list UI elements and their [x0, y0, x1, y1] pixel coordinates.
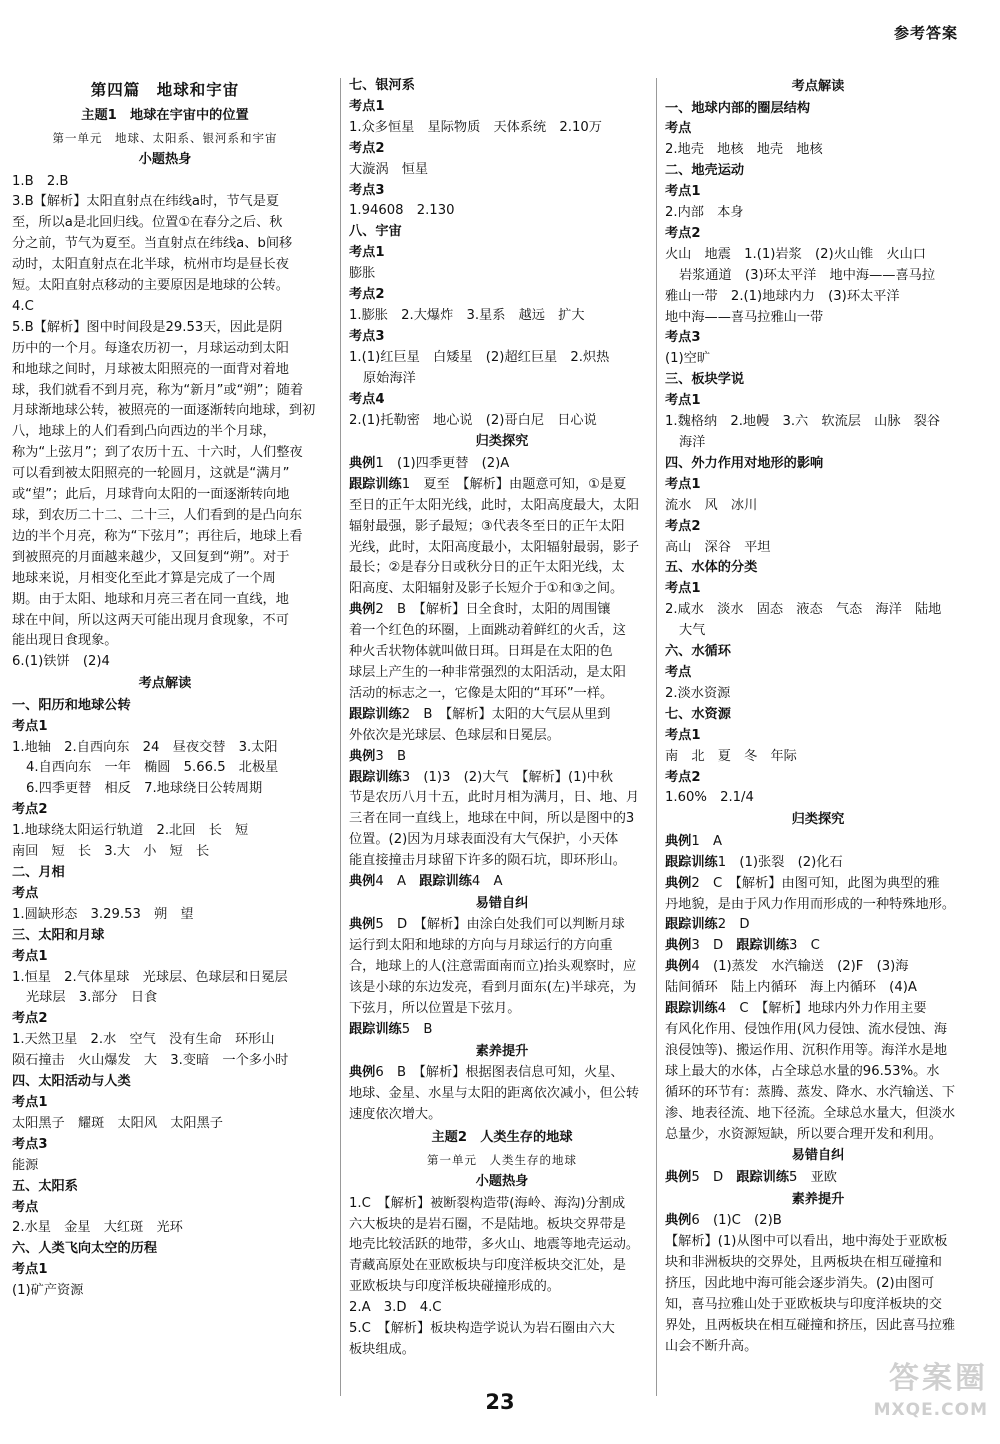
heading: 考点1: [12, 1094, 48, 1110]
answer-line: 2.咸水 淡水 固态 液态 气态 海洋 陆地: [665, 602, 942, 618]
subsection-heading: 归类探究: [475, 434, 529, 450]
heading: 考点1: [349, 245, 385, 261]
answer-line: 跟踪训练1 夏至 【解析】由题意可知，①是夏: [349, 476, 627, 492]
question-label: 跟踪训练: [736, 1169, 790, 1185]
answer-line: 下弦月，所以位置是下弦月。: [349, 1001, 521, 1017]
heading: 考点: [665, 121, 692, 137]
heading: 考点3: [349, 182, 385, 198]
answer-line-indented: 6.四季更替 相反 7.地球绕日公转周期: [26, 781, 263, 797]
heading: 考点: [12, 885, 39, 901]
answer-line: 活动的标志之一，它像是太阳的“耳环”一样。: [349, 685, 614, 701]
watermark-logo: 答案圈: [889, 1361, 988, 1396]
answer-line: 跟踪训练5 B: [349, 1021, 433, 1037]
answer-line: 典例5 D 【解析】由涂白处我们可以判断月球: [349, 917, 625, 933]
answer-line: 典例3 B: [349, 748, 406, 764]
section-title: 第四篇 地球和宇宙: [90, 81, 240, 99]
heading: 考点1: [12, 948, 48, 964]
answer-line: 雅山一带 2.(1)地球内力 (3)环太平洋: [665, 288, 900, 304]
subsection-heading: 小题热身: [138, 152, 192, 167]
heading: 二、地壳运动: [665, 163, 745, 179]
answer-line: 2.淡水资源: [665, 685, 731, 701]
answer-line: 南回 短 长 3.大 小 短 长: [12, 844, 210, 860]
answer-line: 跟踪训练4 C 【解析】地球内外力作用主要: [665, 1001, 927, 1017]
heading: 考点1: [349, 98, 385, 114]
heading: 考点1: [665, 476, 701, 492]
answer-line: 跟踪训练1 (1)张裂 (2)化石: [665, 854, 843, 870]
subsection-heading: 易错自纠: [475, 895, 529, 911]
answer-line: (1)空旷: [665, 351, 711, 367]
answer-line: 称为“上弦月”；到了农历十五、十六时，人们整夜: [12, 445, 303, 461]
answer-line: 浪侵蚀等)、搬运作用、沉积作用等。海洋水是地: [665, 1042, 948, 1058]
answer-line: 总量少，水资源短缺，所以要合理开发和利用。: [665, 1126, 942, 1142]
heading: 考点4: [349, 391, 385, 407]
heading: 一、阳历和地球公转: [12, 697, 131, 713]
answer-line: 典例6 B 【解析】根据图表信息可知，火星、: [349, 1065, 624, 1081]
answer-line: 最长；②是春分日或秋分日的正午太阳光线，太: [349, 560, 625, 576]
heading: 考点: [665, 664, 692, 680]
question-label: 跟踪训练: [665, 917, 718, 933]
answer-line: 能出现日食现象。: [12, 633, 118, 649]
answer-line: 流水 风 冰川: [665, 497, 758, 513]
answer-line: 火山 地震 1.(1)岩浆 (2)火山锥 火山口: [665, 246, 926, 262]
answer-line-indented: 大气: [679, 623, 706, 639]
answer-line-indented: 光球层 3.部分 日食: [26, 990, 158, 1006]
answer-line: 跟踪训练2 B 【解析】太阳的大气层从里到: [349, 706, 611, 722]
question-label: 典例: [349, 917, 376, 933]
question-label: 典例: [665, 833, 692, 849]
answer-line: 青藏高原处在亚欧板块与印度洋板块交汇处，是: [349, 1258, 626, 1274]
answer-line: 1.魏格纳 2.地幔 3.六 软流层 山脉 裂谷: [665, 414, 941, 430]
answer-line: 1.众多恒星 星际物质 天体系统 2.10万: [349, 119, 602, 135]
question-label: 典例: [349, 748, 376, 764]
answer-line: 1.C 【解析】被断裂构造带(海岭、海沟)分割成: [349, 1195, 626, 1211]
answer-line: 至日的正午太阳光线，此时，太阳高度最大，太阳: [349, 497, 640, 513]
answer-line: 太阳黑子 耀斑 太阳风 太阳黑子: [12, 1115, 223, 1131]
topic-title: 主题2 人类生存的地球: [431, 1130, 573, 1146]
heading: 考点: [12, 1199, 39, 1215]
answer-line: 期。由于太阳、地球和月亮三者在同一直线，地: [12, 591, 289, 607]
answer-line: 界处，且两板块在相互碰撞和挤压，因此喜马拉雅: [665, 1317, 956, 1333]
answer-line: 2.A 3.D 4.C: [349, 1300, 442, 1316]
answer-line: 陨石撞击 火山爆发 大 3.变暗 一个多小时: [12, 1053, 289, 1069]
answer-line: 跟踪训练2 D: [665, 917, 750, 933]
heading: 考点1: [12, 1262, 48, 1278]
answer-line: 能源: [12, 1157, 39, 1173]
answer-line: 球，我们就看不到月亮，称为“新月”或“朔”；随着: [12, 382, 304, 398]
heading: 五、水体的分类: [665, 560, 758, 576]
heading: 考点1: [665, 727, 701, 743]
heading: 六、水循环: [665, 644, 731, 660]
question-label: 跟踪训练: [736, 938, 790, 954]
answer-line: 合，地球上的人(注意需面南而立)抬头观察时，应: [349, 959, 637, 975]
answer-line: 南 北 夏 冬 年际: [665, 748, 797, 764]
subsection-heading: 考点解读: [138, 676, 192, 692]
subsection-heading: 小题热身: [475, 1174, 529, 1190]
subsection-heading: 考点解读: [791, 79, 845, 94]
answer-line: 1.圆缺形态 3.29.53 朔 望: [12, 906, 194, 922]
answer-line: 渗、地表径流、地下径流。全球总水量大，但淡水: [665, 1105, 956, 1121]
answer-line: 2.水星 金星 大红斑 光环: [12, 1220, 183, 1236]
answer-line: 1.(1)红巨星 白矮星 (2)超红巨星 2.炽热: [349, 349, 610, 365]
heading: 三、板块学说: [665, 372, 745, 388]
question-label: 典例: [349, 874, 376, 890]
answer-line: 有风化作用、侵蚀作用(风力侵蚀、流水侵蚀、海: [665, 1021, 948, 1037]
heading: 考点3: [665, 330, 701, 346]
answer-line: 2.(1)托勒密 地心说 (2)哥白尼 日心说: [349, 412, 597, 428]
question-label: 典例: [349, 602, 376, 618]
heading: 考点2: [349, 287, 385, 303]
heading: 考点2: [12, 802, 48, 818]
question-label: 典例: [665, 1213, 692, 1229]
question-label: 跟踪训练: [419, 874, 472, 890]
answer-line-indented: 原始海洋: [363, 370, 416, 386]
answer-line: 速度依次增大。: [349, 1107, 442, 1123]
answer-line: 动时，太阳直射点在北半球，杭州市均是昼长夜: [12, 257, 289, 273]
answer-line: 八，地球上的人们看到凸向西边的半个月球，: [12, 424, 276, 440]
answer-line: 球上最大的水体，占全球总水量的96.53%。水: [665, 1063, 940, 1079]
heading: 七、水资源: [665, 706, 731, 722]
answer-line: 和地球之间时，月球被太阳照亮的一面背对着地: [12, 361, 289, 377]
answer-line: 分之前，节气为夏至。当直射点在纬线a、b间移: [12, 236, 293, 252]
heading: 四、外力作用对地形的影响: [665, 455, 824, 471]
heading: 二、月相: [12, 865, 65, 880]
answer-line: 辐射最强，影子最短；③代表冬至日的正午太阳: [349, 518, 625, 534]
heading: 考点1: [665, 581, 701, 597]
answer-line-indented: 海洋: [679, 435, 706, 450]
column-2: [349, 76, 655, 1361]
answer-line: 3.B【解析】太阳直射点在纬线a时，节气是夏: [12, 194, 280, 210]
answer-line: 地球来说，月相变化至此才算是完成了一个周: [12, 570, 276, 586]
answer-line: 1.膨胀 2.大爆炸 3.星系 越远 扩大: [349, 307, 585, 323]
answer-line: 循环的环节有：蒸腾、蒸发、降水、水汽输送、下: [665, 1084, 956, 1100]
answer-line: 典例5 D 跟踪训练5 亚欧: [665, 1169, 837, 1185]
answer-line: 知，喜马拉雅山处于亚欧板块与印度洋板块的交: [665, 1296, 942, 1312]
watermark: [820, 1358, 988, 1436]
column-divider: [340, 78, 341, 1396]
answer-line: 跟踪训练3 (1)3 (2)大气 【解析】(1)中秋: [349, 769, 614, 785]
question-label: 跟踪训练: [665, 854, 718, 870]
question-label: 跟踪训练: [349, 769, 402, 785]
heading: 八、宇宙: [349, 224, 402, 240]
answer-line: 山会不断升高。: [665, 1338, 758, 1354]
heading: 七、银河系: [349, 78, 415, 93]
answer-line: 典例4 (1)蒸发 水汽输送 (2)F (3)海: [665, 959, 909, 975]
answer-line: 陆间循环 陆上内循环 海上内循环 (4)A: [665, 980, 917, 996]
heading: 考点3: [12, 1136, 48, 1152]
unit-title: 第一单元 地球、太阳系、银河系和宇宙: [52, 131, 278, 145]
answer-line: 挤压，因此地中海可能会逐步消失。(2)由图可: [665, 1276, 935, 1292]
answer-line: 2.内部 本身: [665, 205, 744, 221]
answer-line: 可以看到被太阳照亮的一轮圆月，这就是“满月”: [12, 466, 290, 482]
answer-line-indented: 4.自西向东 一年 椭圆 5.66.5 北极星: [26, 760, 279, 776]
question-label: 典例: [665, 1169, 692, 1185]
answer-line: 节是农历八月十五，此时月相为满月，日、地、月: [349, 790, 640, 806]
heading: 考点3: [349, 328, 385, 344]
answer-line: 光线，此时，太阳高度最小，太阳辐射最弱，影子: [349, 539, 640, 555]
answer-line: 着一个红色的环圈，上面跳动着鲜红的火舌，这: [349, 623, 626, 639]
heading: 六、人类飞向太空的历程: [12, 1241, 158, 1257]
question-label: 典例: [665, 959, 692, 975]
answer-line: 外依次是光球层、色球层和日冕层。: [349, 727, 560, 743]
answer-line: 历中的一个月。每逢农历初一，月球运动到太阳: [12, 340, 289, 356]
header-answer-label: 参考答案: [893, 24, 958, 42]
answer-line: 该是小球的东边发亮，看到月面东(左)半球亮，为: [349, 980, 637, 996]
answer-line: 6.(1)铁饼 (2)4: [12, 654, 110, 670]
answer-line: 种火舌状物体就叫做日珥。日珥是在太阳的色: [349, 644, 613, 660]
question-label: 典例: [665, 938, 692, 954]
answer-line: (1)矿产资源: [12, 1283, 84, 1299]
answer-line: 块和非洲板块的交界处，且两板块在相互碰撞和: [665, 1255, 942, 1271]
answer-line: 六大板块的是岩石圈，不是陆地。板块交界带是: [349, 1216, 626, 1232]
answer-line: 典例2 C 【解析】由图可知，此图为典型的雅: [665, 875, 940, 891]
answer-line: 板块组成。: [349, 1341, 415, 1357]
subsection-heading: 素养提升: [791, 1191, 845, 1207]
heading: 一、地球内部的圈层结构: [665, 100, 811, 116]
answer-line: 球层上产生的一种非常强烈的太阳活动，是太阳: [349, 664, 626, 680]
answer-line: 2.地壳 地核 地壳 地核: [665, 142, 823, 158]
answer-line: 1.恒星 2.气体星球 光球层、色球层和日冕层: [12, 969, 288, 985]
answer-line: 亚欧板块与印度洋板块碰撞形成的。: [349, 1279, 560, 1295]
answer-line: 地中海——喜马拉雅山一带: [665, 309, 824, 325]
answer-line: 高山 深谷 平坦: [665, 539, 771, 555]
answer-line: 典例6 (1)C (2)B: [665, 1213, 782, 1229]
question-label: 跟踪训练: [665, 1001, 718, 1017]
answer-line: 大漩涡 恒星: [349, 161, 429, 177]
heading: 三、太阳和月球: [12, 927, 105, 943]
heading: 考点2: [665, 225, 701, 241]
answer-line: 能直接撞击月球留下许多的陨石坑，即环形山。: [349, 853, 626, 869]
subsection-heading: 素养提升: [475, 1043, 529, 1059]
column-divider: [656, 78, 657, 1396]
page-number: 23: [485, 1390, 515, 1414]
answer-line-indented: 岩浆通道 (3)环太平洋 地中海——喜马拉: [679, 267, 936, 283]
answer-line: 5.B【解析】图中时间段是29.53天，因此是阴: [12, 319, 283, 335]
answer-line: 球，到农历二十二、二十三，人们看到的是凸向东: [12, 508, 303, 523]
question-label: 跟踪训练: [349, 1021, 402, 1037]
heading: 考点1: [665, 393, 701, 409]
question-label: 跟踪训练: [349, 476, 402, 492]
answer-line: 地球、金星、水星与太阳的距离依次减小，但公转: [349, 1086, 640, 1102]
heading: 四、太阳活动与人类: [12, 1074, 131, 1090]
answer-line: 月球渐地球公转，被照亮的一面逐渐转向地球，到初: [12, 403, 316, 419]
question-label: 典例: [665, 875, 692, 891]
answer-line: 或“望”；此后，月球背向太阳的一面逐渐转向地: [12, 487, 290, 503]
answer-line: 1.94608 2.130: [349, 203, 455, 219]
answer-line: 4.C: [12, 298, 34, 314]
heading: 考点1: [12, 718, 48, 734]
answer-line: 1.60% 2.1/4: [665, 790, 754, 806]
answer-line: 膨胀: [349, 266, 376, 282]
answer-line: 丹地貌，是由于风力作用而形成的一种特殊地形。: [665, 896, 956, 912]
answer-line: 到被照亮的月面越来越少，又回复到“朔”。对于: [12, 549, 290, 565]
answer-line: 典例1 (1)四季更替 (2)A: [349, 455, 510, 471]
column-3: [665, 76, 971, 1358]
answer-line: 1.天然卫星 2.水 空气 没有生命 环形山: [12, 1032, 275, 1048]
heading: 考点2: [665, 518, 701, 534]
answer-line: 典例3 D 跟踪训练3 C: [665, 938, 820, 954]
question-label: 典例: [349, 1065, 376, 1081]
answer-line: 1.B 2.B: [12, 173, 69, 189]
topic-title: 主题1 地球在宇宙中的位置: [81, 108, 249, 123]
answer-line: 1.地轴 2.自西向东 24 昼夜交替 3.太阳: [12, 739, 278, 755]
answer-line: 球在中间，所以这两天可能出现月食现象，不可: [12, 612, 289, 628]
answer-line: 典例4 A 跟踪训练4 A: [349, 874, 503, 890]
subsection-heading: 易错自纠: [791, 1148, 845, 1164]
heading: 考点1: [665, 184, 701, 200]
answer-line: 运行到太阳和地球的方向与月球运行的方向重: [349, 938, 613, 954]
question-label: 典例: [349, 455, 376, 471]
answer-line: 至，所以a是北回归线。位置①在春分之后、秋: [12, 215, 283, 231]
unit-title: 第一单元 人类生存的地球: [427, 1153, 577, 1168]
answer-line: 典例2 B 【解析】日全食时，太阳的周围镶: [349, 602, 611, 618]
answer-line: 阳高度、太阳辐射及影子长短介于①和③之间。: [349, 581, 624, 597]
answer-line: 典例1 A: [665, 833, 722, 849]
answer-line: 三者在同一直线上，地球在中间，所以是图中的3: [349, 811, 635, 827]
question-label: 跟踪训练: [349, 706, 402, 722]
answer-line: 5.C 【解析】板块构造学说认为岩石圈由六大: [349, 1321, 615, 1337]
answer-line: 边的半个月亮，称为“下弦月”；再往后，地球上看: [12, 528, 303, 544]
answer-line: 【解析】(1)从图中可以看出，地中海处于亚欧板: [665, 1234, 948, 1250]
heading: 考点2: [12, 1011, 48, 1027]
subsection-heading: 归类探究: [791, 812, 845, 828]
answer-line: 位置。(2)因为月球表面没有大气保护，小天体: [349, 832, 619, 848]
answer-line: 地壳比较活跃的地带，多火山、地震等地壳运动。: [349, 1237, 640, 1253]
heading: 五、太阳系: [12, 1178, 78, 1194]
answer-line: 1.地球绕太阳运行轨道 2.北回 长 短: [12, 823, 249, 839]
heading: 考点2: [665, 769, 701, 785]
column-1: [12, 76, 318, 1302]
watermark-url: MXQE.COM: [873, 1400, 988, 1420]
answer-line: 短。太阳直射点移动的主要原因是地球的公转。: [12, 278, 289, 294]
heading: 考点2: [349, 140, 385, 156]
